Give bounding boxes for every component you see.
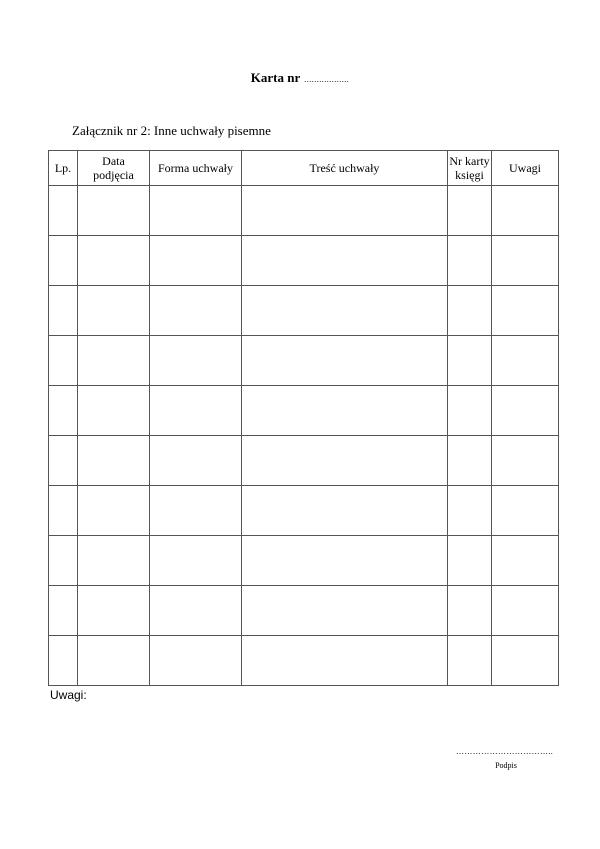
- table-header-row: [49, 151, 559, 186]
- cell-card-number: [448, 386, 492, 436]
- table-row: [49, 436, 559, 486]
- cell-form: [150, 536, 242, 586]
- cell-date: [78, 186, 150, 236]
- cell-card-number: [448, 186, 492, 236]
- cell-date: [78, 486, 150, 536]
- cell-card-number: [448, 336, 492, 386]
- table-row: [49, 636, 559, 686]
- table-row: [49, 286, 559, 336]
- cell-notes: [492, 386, 559, 436]
- cell-lp: [49, 486, 78, 536]
- cell-form: [150, 636, 242, 686]
- cell-lp: [49, 236, 78, 286]
- cell-date: [78, 286, 150, 336]
- cell-content: [242, 586, 448, 636]
- cell-content: [242, 186, 448, 236]
- table-body: [49, 186, 559, 686]
- cell-date: [78, 236, 150, 286]
- cell-date: [78, 586, 150, 636]
- page-title-text: Karta nr: [250, 70, 301, 85]
- column-header-date-label-line2: podjęcia: [93, 168, 134, 182]
- cell-notes: [492, 436, 559, 486]
- cell-date: [78, 436, 150, 486]
- cell-notes: [492, 636, 559, 686]
- cell-form: [150, 186, 242, 236]
- cell-notes: [492, 236, 559, 286]
- cell-date: [78, 386, 150, 436]
- column-header-content-label: Treść uchwały: [309, 161, 380, 175]
- cell-content: [242, 436, 448, 486]
- cell-content: [242, 286, 448, 336]
- notes-label: Uwagi:: [50, 688, 87, 702]
- cell-card-number: [448, 636, 492, 686]
- table-row: [49, 186, 559, 236]
- cell-date: [78, 636, 150, 686]
- cell-form: [150, 336, 242, 386]
- cell-notes: [492, 586, 559, 636]
- column-header-card-number-label-line2: księgi: [455, 168, 484, 182]
- column-header-card-number-label-line1: Nr karty: [449, 154, 490, 168]
- cell-form: [150, 586, 242, 636]
- column-header-date-label-line1: Data: [102, 154, 125, 168]
- cell-lp: [49, 286, 78, 336]
- cell-lp: [49, 186, 78, 236]
- table-row: [49, 236, 559, 286]
- signature-line: ……………………………..: [456, 747, 554, 756]
- cell-notes: [492, 536, 559, 586]
- cell-content: [242, 486, 448, 536]
- signature-label: Podpis: [495, 761, 517, 770]
- cell-card-number: [448, 586, 492, 636]
- column-header-form-label: Forma uchwały: [158, 161, 233, 175]
- cell-form: [150, 486, 242, 536]
- card-number-blank: ..................: [304, 75, 350, 84]
- cell-lp: [49, 586, 78, 636]
- cell-content: [242, 536, 448, 586]
- cell-form: [150, 236, 242, 286]
- cell-content: [242, 636, 448, 686]
- column-header-form: [150, 151, 242, 186]
- column-header-lp: [49, 151, 78, 186]
- cell-card-number: [448, 436, 492, 486]
- column-header-card-number: [448, 151, 492, 186]
- table-row: [49, 486, 559, 536]
- cell-notes: [492, 286, 559, 336]
- column-header-lp-label: Lp.: [54, 161, 72, 175]
- cell-form: [150, 436, 242, 486]
- cell-content: [242, 236, 448, 286]
- cell-card-number: [448, 486, 492, 536]
- table-row: [49, 536, 559, 586]
- table-row: [49, 386, 559, 436]
- column-header-notes: [492, 151, 559, 186]
- cell-card-number: [448, 236, 492, 286]
- attachment-subtitle: Załącznik nr 2: Inne uchwały pisemne: [72, 123, 271, 138]
- cell-content: [242, 336, 448, 386]
- resolutions-table: [48, 150, 559, 686]
- cell-date: [78, 536, 150, 586]
- page-title: [0, 70, 600, 86]
- cell-card-number: [448, 286, 492, 336]
- cell-notes: [492, 486, 559, 536]
- table-row: [49, 586, 559, 636]
- cell-card-number: [448, 536, 492, 586]
- cell-lp: [49, 636, 78, 686]
- cell-lp: [49, 336, 78, 386]
- table-row: [49, 336, 559, 386]
- cell-form: [150, 286, 242, 336]
- cell-notes: [492, 186, 559, 236]
- column-header-date: [78, 151, 150, 186]
- cell-lp: [49, 436, 78, 486]
- column-header-content: [242, 151, 448, 186]
- column-header-notes-label: Uwagi: [509, 161, 541, 175]
- cell-lp: [49, 386, 78, 436]
- cell-content: [242, 386, 448, 436]
- cell-date: [78, 336, 150, 386]
- cell-notes: [492, 336, 559, 386]
- cell-form: [150, 386, 242, 436]
- cell-lp: [49, 536, 78, 586]
